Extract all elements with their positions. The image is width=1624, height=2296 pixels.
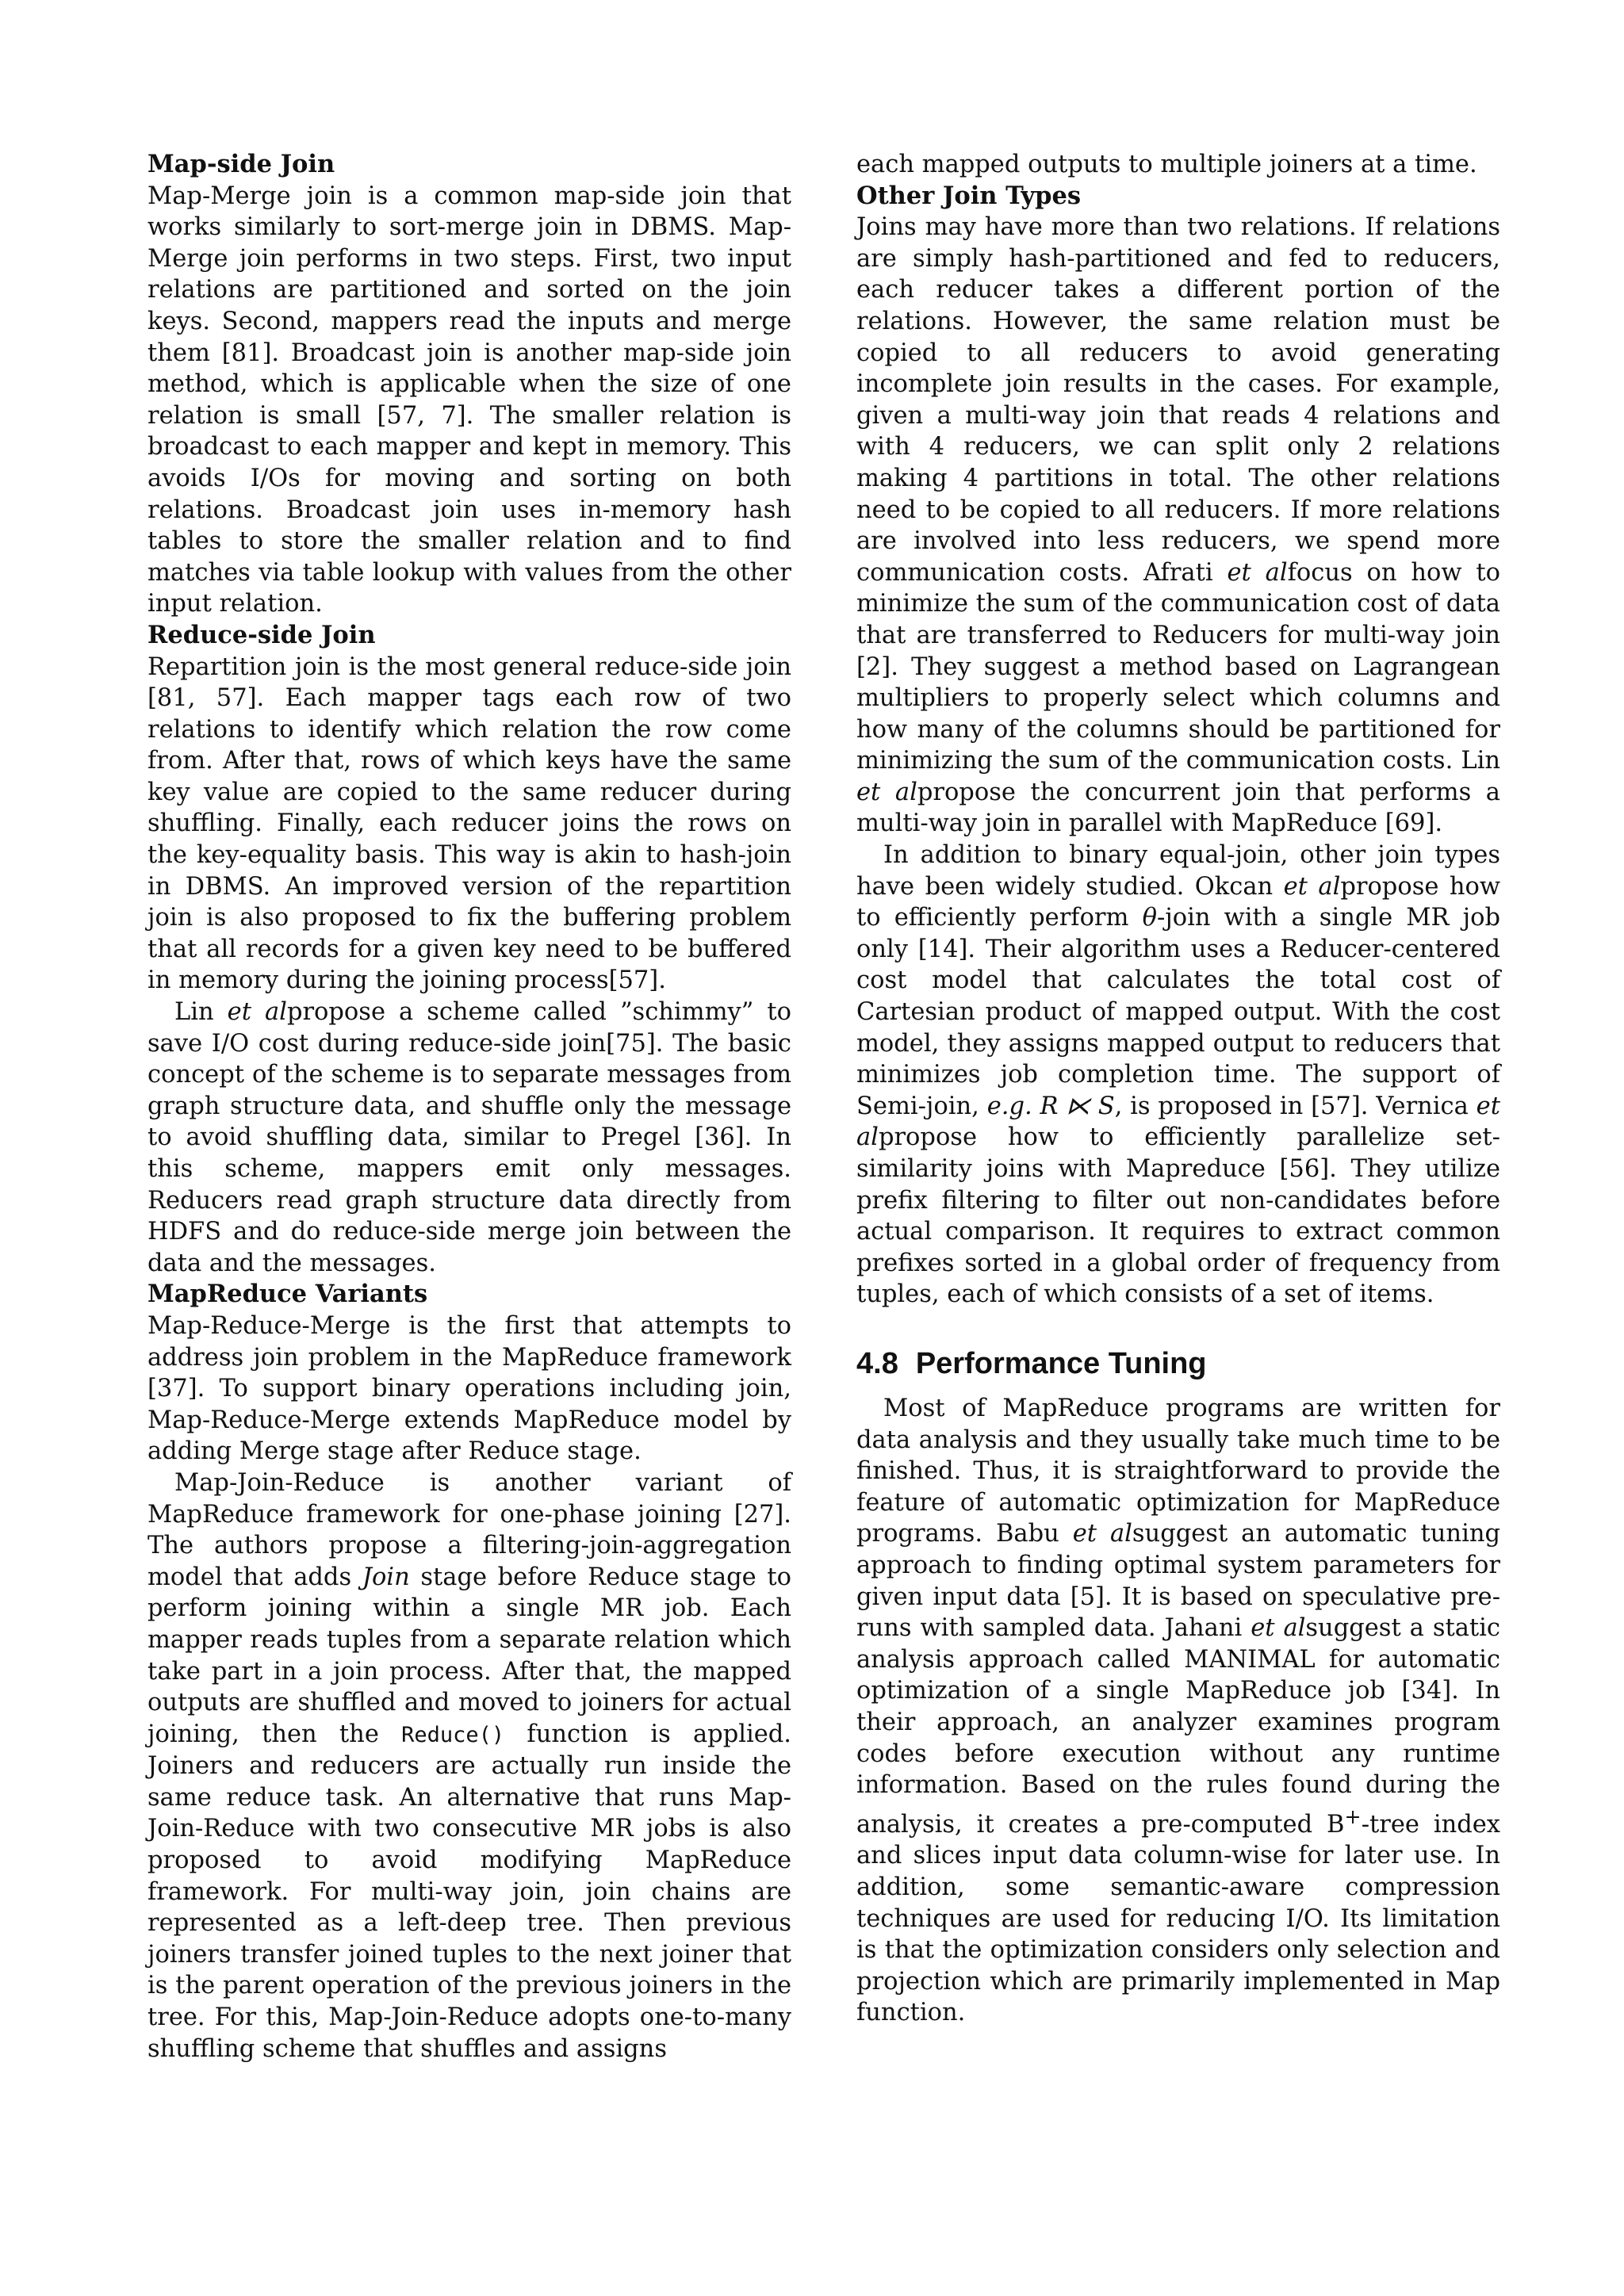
section-heading [856, 1345, 1500, 1382]
other-join-types-heading: Other Join Types [856, 181, 1082, 210]
perf-etal-1: et al [1072, 1520, 1132, 1548]
theta-symbol: θ [1142, 904, 1157, 932]
schimmy-author: Lin [174, 998, 228, 1027]
map-join-reduce-paragraph [147, 1468, 791, 2064]
binary-text-5: propose how to efficiently parallelize set-similarity joins with Mapreduce [56]. They utilize prefix filtering to filter out non-candidates before actual comparison. It requires to extract common prefixes sorted in a global order of frequency from tuples, each of which consists of a set of items. [856, 1123, 1500, 1309]
binary-etal-1: et al [1283, 872, 1341, 901]
binary-text-1: In addition to binary equal-join, other join types have been widely studied. Okcan [856, 841, 1500, 901]
multi-way-join-paragraph [856, 212, 1500, 840]
mjr-text-3: function is applied. Joiners and reducers are actually run inside the same reduce task. An alternative that runs Map-Join-Reduce with two consecutive MR jobs is also proposed to avoid modifying MapReduce framework. For multi-way join, join chains are represented as a left-deep tree. Then previous joiners transfer joined tuples to the next joiner that is the parent operation of the previous joiners in the tree. For this, Map-Join-Reduce adopts one-to-many shuffling scheme that shuffles and assigns [147, 1720, 791, 2063]
mjr-text-2: stage before Reduce stage to perform joining within a single MR job. Each mapper reads tuples from a separate relation which take part in a join process. After that, the mapped outputs are shuffled and moved to joiners for actual joining, then the [147, 1563, 791, 1748]
binary-text-3: -join with a single MR job only [14]. Their algorithm uses a Reducer-centered cost model that calculates the total cost of Cartesian product of mapped output. With the cost model, they assigns mapped output to reducers that minimizes job completion time. The support of Semi-join, [856, 904, 1500, 1120]
left-column [147, 149, 791, 2064]
mjr-text-1: Map-Join-Reduce is another variant of MapReduce framework for one-phase joining [27]. The authors propose a filtering-join-aggregation model that adds [147, 1468, 791, 1591]
perf-etal-2: et al [1251, 1614, 1306, 1643]
section-number: 4.8 [856, 1346, 898, 1380]
map-reduce-merge-paragraph: Map-Reduce-Merge is the first that attempts to address join problem in the MapReduce framework [37]. To support binary operations including join, Map-Reduce-Merge extends MapReduce model by adding Merge stage after Reduce stage. [147, 1311, 791, 1466]
reduce-side-join-paragraph: Repartition join is the most general reduce-side join [81, 57]. Each mapper tags each row of two relations to identify which relation the row come from. After that, rows of which keys have the same key value are copied to the same reducer during shuffling. Finally, each reducer joins the rows on the key-equality basis. This way is akin to hash-join in DBMS. An improved version of the repartition join is also proposed to fix the buffering problem that all records for a given key need to be buffered in memory during the joining process[57]. [147, 652, 791, 995]
section-title: Performance Tuning [915, 1346, 1207, 1380]
performance-tuning-paragraph [856, 1393, 1500, 2029]
schimmy-etal: et al [227, 998, 287, 1027]
perf-text-2: suggest an automatic tuning approach to finding optimal system parameters for given input data [5]. It is based on speculative pre-runs with sampled data. Jahani [856, 1520, 1500, 1643]
semijoin-expression: R ⋉ S [1032, 1092, 1115, 1120]
mapreduce-variants-heading: MapReduce Variants [147, 1280, 428, 1309]
mjr-join-term: Join [362, 1563, 410, 1591]
bplus-superscript: + [1344, 1804, 1362, 1828]
other-etal-2: et al [856, 778, 917, 806]
reduce-side-join-heading: Reduce-side Join [147, 620, 376, 649]
map-side-join-heading: Map-side Join [147, 150, 335, 178]
other-etal-1: et al [1227, 558, 1288, 587]
binary-join-paragraph [856, 840, 1500, 1311]
eg-abbrev: e.g. [986, 1092, 1032, 1120]
continuation-line: each mapped outputs to multiple joiners at a time. [856, 151, 1477, 178]
binary-text-4: , is proposed in [57]. Vernica [1114, 1092, 1477, 1120]
perf-text-1: Most of MapReduce programs are written for data analysis and they usually take much time to be finished. Thus, it is straightforward to provide the feature of automatic optimization for MapReduce programs. Babu [856, 1394, 1500, 1548]
other-text-3: propose the concurrent join that performs a multi-way join in parallel with MapReduce [69]. [856, 778, 1500, 838]
perf-text-3: suggest a static analysis approach called MANIMAL for automatic optimization of a single MapReduce job [34]. In their approach, an analyzer examines program codes before execution without any runtime information. Based on the rules found during the analysis, it creates a pre-computed B [856, 1614, 1500, 1839]
other-text-2: focus on how to minimize the sum of the communication cost of data that are transferred to Reducers for multi-way join [2]. They suggest a method based on Lagrangean multipliers to properly select which columns and how many of the columns should be partitioned for minimizing the sum of the communication costs. Lin [856, 558, 1500, 775]
map-side-join-paragraph: Map-Merge join is a common map-side join that works similarly to sort-merge join in DBMS. Map-Merge join performs in two steps. First, two input relations are partitioned and sorted on the join keys. Second, mappers read the inputs and merge them [81]. Broadcast join is another map-side join method, which is applicable when the size of one relation is small [57, 7]. The smaller relation is broadcast to each mapper and kept in memory. This avoids I/Os for moving and sorting on both relations. Broadcast join uses in-memory hash tables to store the smaller relation and to find matches via table lookup with values from the other input relation. [147, 182, 791, 618]
right-column [856, 149, 1500, 2029]
other-text-1: Joins may have more than two relations. If relations are simply hash-partitioned and fed to reducers, each reducer takes a different portion of the relations. However, the same relation must be copied to all reducers to avoid generating incomplete join results in the cases. For example, given a multi-way join that reads 4 relations and with 4 reducers, we can split only 2 relations making 4 partitions in total. The other relations need to be copied to all reducers. If more relations are involved into less reducers, we spend more communication costs. Afrati [856, 213, 1500, 587]
binary-text-2: propose how to efficiently perform [856, 872, 1500, 932]
binary-etal-2: et al [856, 1092, 1500, 1152]
schimmy-paragraph [147, 997, 791, 1279]
perf-text-4: -tree index and slices input data column-wise for later use. In addition, some semantic-aware compression techniques are used for reducing I/O. Its limitation is that the optimization considers only selection and projection which are primarily implemented in Map function. [856, 1810, 1500, 2027]
schimmy-text: propose a scheme called ”schimmy” to save I/O cost during reduce-side join[75]. The basic concept of the scheme is to separate messages from graph structure data, and shuffle only the message to avoid shuffling data, similar to Pregel [36]. In this scheme, mappers emit only messages. Reducers read graph structure data directly from HDFS and do reduce-side merge join between the data and the messages. [147, 998, 791, 1277]
reduce-function-code: Reduce() [401, 1722, 505, 1747]
